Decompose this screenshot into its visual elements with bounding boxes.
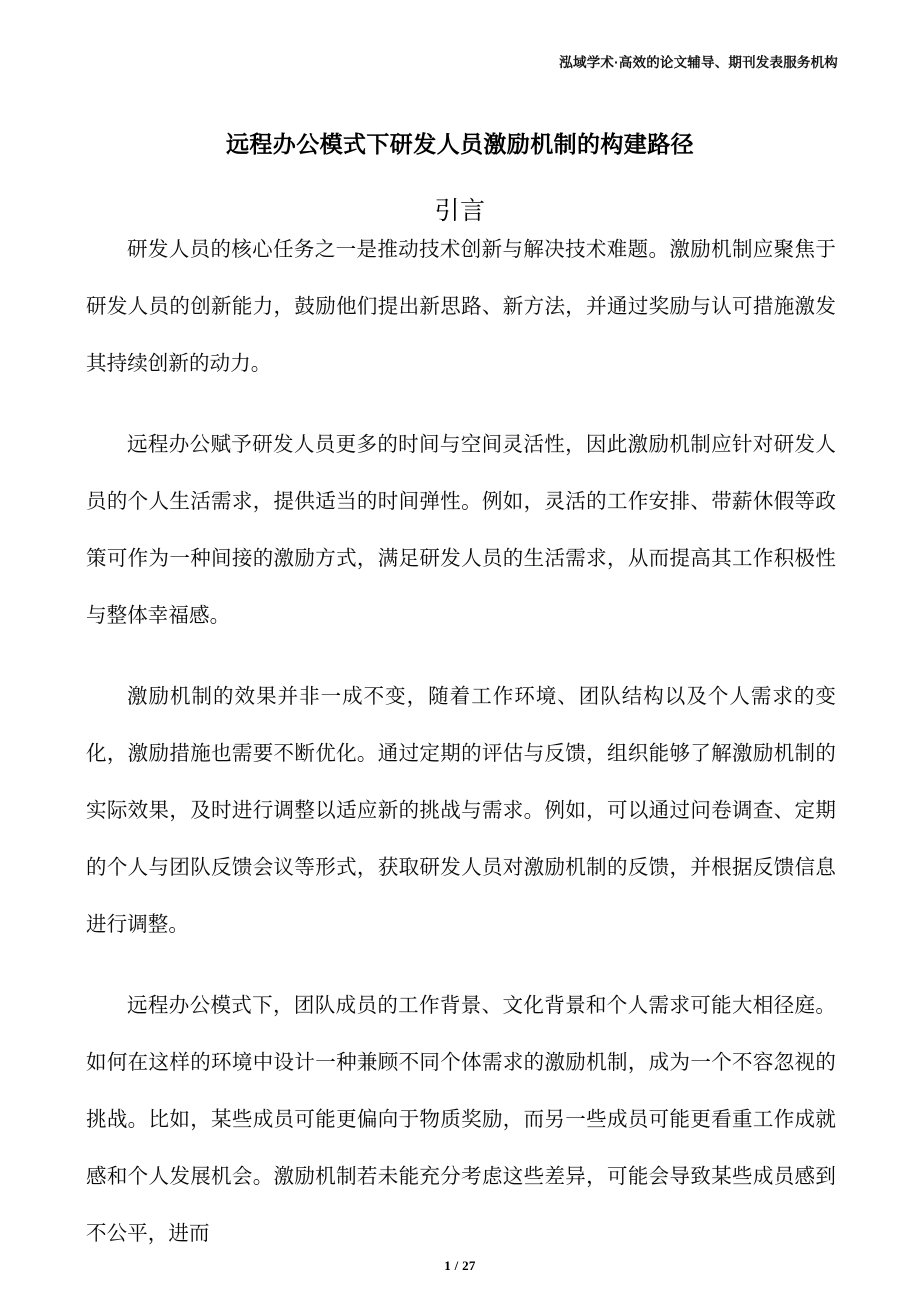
body-paragraph: 激励机制的效果并非一成不变，随着工作环境、团队结构以及个人需求的变化，激励措施也需要不断优化。通过定期的评估与反馈，组织能够了解激励机制的实际效果，及时进行调整以适应新的挑战与需求。例如，可以通过问卷调查、定期的个人与团队反馈会议等形式，获取研发人员对激励机制的反馈，并根据反馈信息进行调整。 — [86, 686, 836, 936]
body-paragraph: 研发人员的核心任务之一是推动技术创新与解决技术难题。激励机制应聚焦于研发人员的创新能力，鼓励他们提出新思路、新方法，并通过奖励与认可措施激发其持续创新的动力。 — [86, 239, 836, 375]
page-number: 1 / 27 — [444, 1258, 476, 1273]
running-header: 泓域学术·高效的论文辅导、期刊发表服务机构 — [559, 55, 838, 70]
page-title: 远程办公模式下研发人员激励机制的构建路径 — [226, 131, 694, 158]
body-paragraph: 远程办公模式下，团队成员的工作背景、文化背景和个人需求可能大相径庭。如何在这样的环境中设计一种兼顾不同个体需求的激励机制，成为一个不容忽视的挑战。比如，某些成员可能更偏向于物质奖励，而另一些成员可能更看重工作成就感和个人发展机会。激励机制若未能充分考虑这些差异，可能会导致某些成员感到不公平，进而 — [86, 995, 836, 1245]
section-heading: 引言 — [434, 196, 486, 225]
document-body — [86, 222, 836, 1263]
body-paragraph: 远程办公赋予研发人员更多的时间与空间灵活性，因此激励机制应针对研发人员的个人生活需求，提供适当的时间弹性。例如，灵活的工作安排、带薪休假等政策可作为一种间接的激励方式，满足研发人员的生活需求，从而提高其工作积极性与整体幸福感。 — [86, 434, 836, 627]
